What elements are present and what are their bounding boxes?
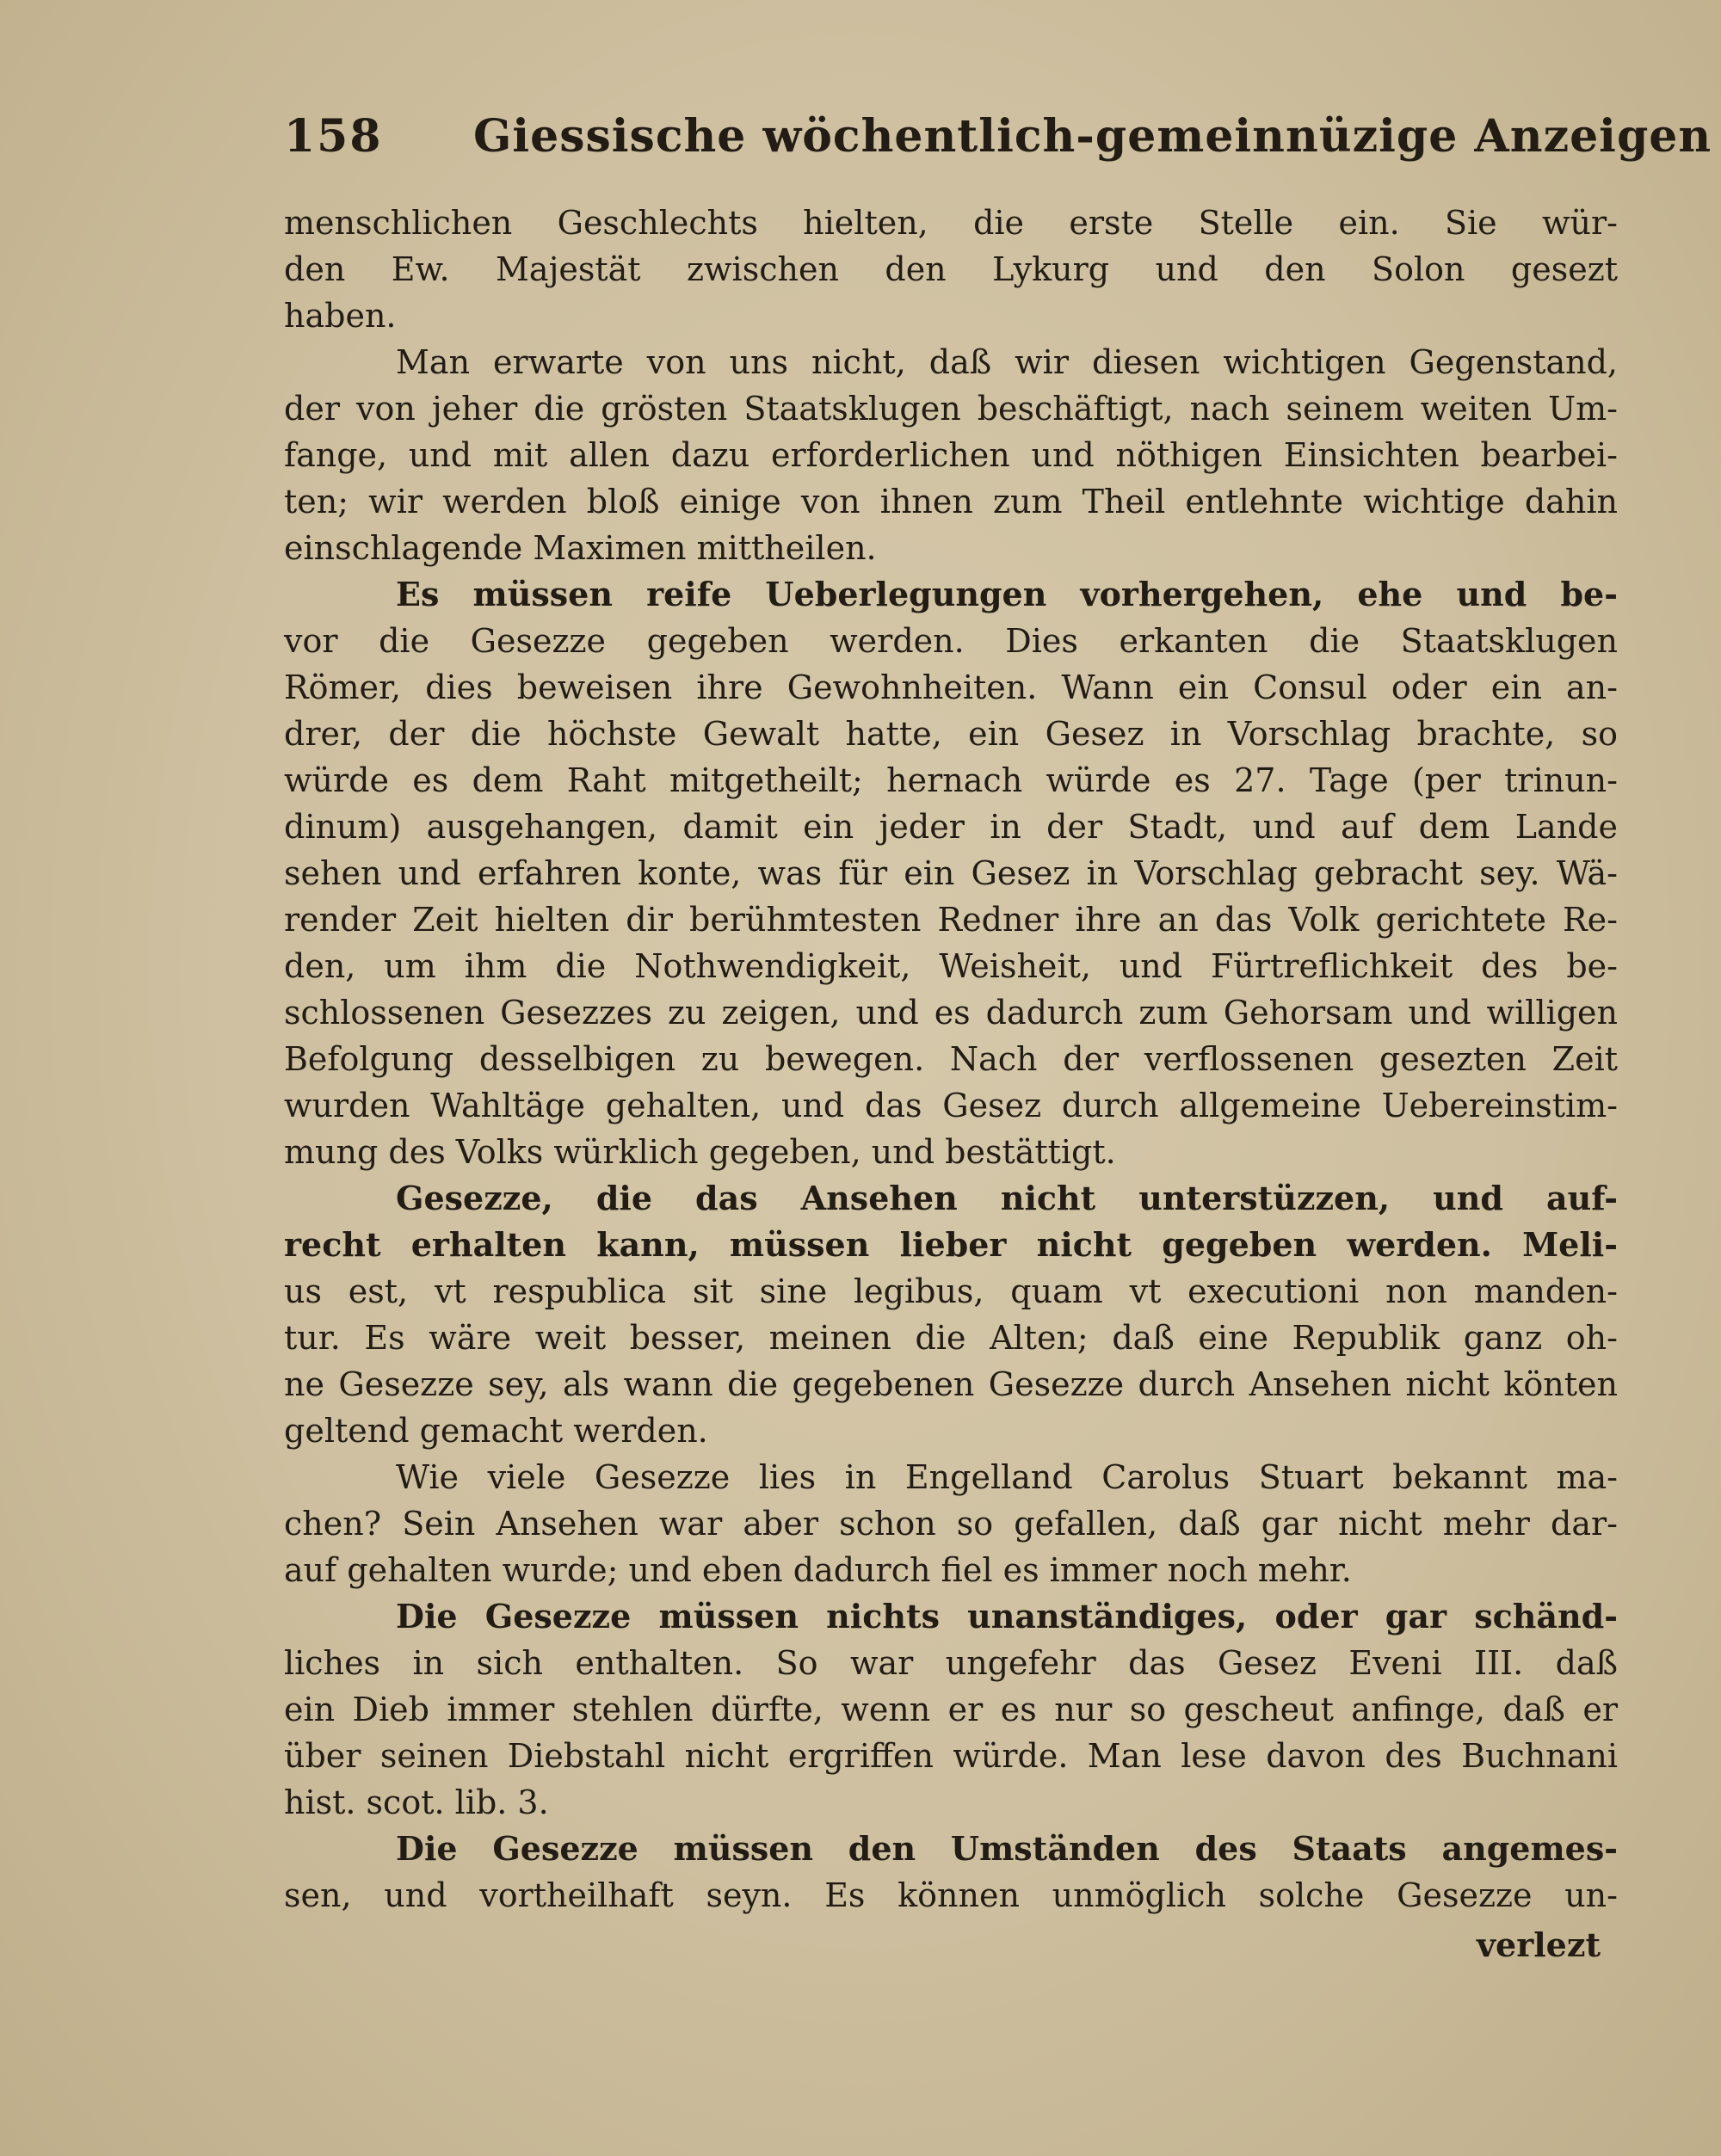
text-line: fange, und mit allen dazu erforderlichen und nöthigen Einsichten bearbei- bbox=[284, 436, 1618, 474]
text-line: liches in sich enthalten. So war ungefehr das Gesez Eveni III. daß bbox=[284, 1644, 1618, 1682]
text-line: recht erhalten kann, müssen lieber nicht gegeben werden. Meli- bbox=[284, 1225, 1618, 1264]
text-line: Gesezze, die das Ansehen nicht unterstüzzen, und auf- bbox=[396, 1179, 1618, 1217]
text-line: mung des Volks würklich gegeben, und bestättigt. bbox=[284, 1133, 1116, 1171]
page-header bbox=[284, 110, 1712, 170]
text-line: vor die Gesezze gegeben werden. Dies erkanten die Staatsklugen bbox=[284, 622, 1618, 660]
text-line: sen, und vortheilhaft seyn. Es können unmöglich solche Gesezze un- bbox=[284, 1876, 1618, 1914]
text-line: ein Dieb immer stehlen dürfte, wenn er es nur so gescheut anfinge, daß er bbox=[284, 1691, 1618, 1728]
text-line: dinum) ausgehangen, damit ein jeder in der Stadt, und auf dem Lande bbox=[284, 808, 1618, 846]
text-line: schlossenen Gesezzes zu zeigen, und es dadurch zum Gehorsam und willigen bbox=[284, 994, 1618, 1032]
text-line: render Zeit hielten dir berühmtesten Redner ihre an das Volk gerichtete Re- bbox=[284, 901, 1618, 939]
text-line: würde es dem Raht mitgetheilt; hernach würde es 27. Tage (per trinun- bbox=[284, 761, 1618, 799]
text-line: der von jeher die grösten Staatsklugen beschäftigt, nach seinem weiten Um- bbox=[284, 390, 1618, 428]
page-number: 158 bbox=[284, 110, 383, 163]
text-line: den Ew. Majestät zwischen den Lykurg und den Solon gesezt bbox=[284, 250, 1618, 288]
text-line: Wie viele Gesezze lies in Engelland Carolus Stuart bekannt ma- bbox=[396, 1458, 1618, 1496]
text-line: auf gehalten wurde; und eben dadurch fiel es immer noch mehr. bbox=[284, 1551, 1352, 1589]
text-line: ne Gesezze sey, als wann die gegebenen Gesezze durch Ansehen nicht könten bbox=[284, 1365, 1618, 1403]
text-line: wurden Wahltäge gehalten, und das Gesez durch allgemeine Uebereinstim- bbox=[284, 1087, 1618, 1124]
text-line: den, um ihm die Nothwendigkeit, Weisheit, und Fürtreflichkeit des be- bbox=[284, 947, 1618, 985]
text-line: tur. Es wäre weit besser, meinen die Alten; daß eine Republik ganz oh- bbox=[284, 1319, 1618, 1357]
catchword: verlezt bbox=[1476, 1925, 1601, 1964]
text-line: chen? Sein Ansehen war aber schon so gefallen, daß gar nicht mehr dar- bbox=[284, 1505, 1618, 1543]
text-line: Die Gesezze müssen den Umständen des Staats angemes- bbox=[396, 1829, 1618, 1868]
text-line: menschlichen Geschlechts hielten, die erste Stelle ein. Sie wür- bbox=[284, 204, 1618, 242]
body-text bbox=[284, 200, 1618, 1919]
text-line: ten; wir werden bloß einige von ihnen zum Theil entlehnte wichtige dahin bbox=[284, 483, 1618, 521]
text-line: einschlagende Maximen mittheilen. bbox=[284, 529, 877, 567]
text-line: Die Gesezze müssen nichts unanständiges, oder gar schänd- bbox=[396, 1597, 1618, 1635]
text-line: drer, der die höchste Gewalt hatte, ein Gesez in Vorschlag brachte, so bbox=[284, 715, 1618, 753]
text-line: sehen und erfahren konte, was für ein Gesez in Vorschlag gebracht sey. Wä- bbox=[284, 854, 1618, 892]
text-line: Befolgung desselbigen zu bewegen. Nach der verflossenen gesezten Zeit bbox=[284, 1040, 1618, 1078]
text-line: haben. bbox=[284, 297, 397, 335]
text-line: Es müssen reife Ueberlegungen vorhergehen, ehe und be- bbox=[396, 575, 1618, 613]
text-line: hist. scot. lib. 3. bbox=[284, 1783, 549, 1821]
running-title: Giessische wöchentlich-gemeinnüzige Anzeigen bbox=[473, 110, 1712, 163]
text-line: Man erwarte von uns nicht, daß wir diesen wichtigen Gegenstand, bbox=[396, 343, 1618, 381]
text-line: Römer, dies beweisen ihre Gewohnheiten. Wann ein Consul oder ein an- bbox=[284, 668, 1618, 706]
text-line: geltend gemacht werden. bbox=[284, 1412, 708, 1450]
text-line: us est, vt respublica sit sine legibus, quam vt executioni non manden- bbox=[284, 1272, 1618, 1310]
text-line: über seinen Diebstahl nicht ergriffen würde. Man lese davon des Buchnani bbox=[284, 1737, 1618, 1775]
